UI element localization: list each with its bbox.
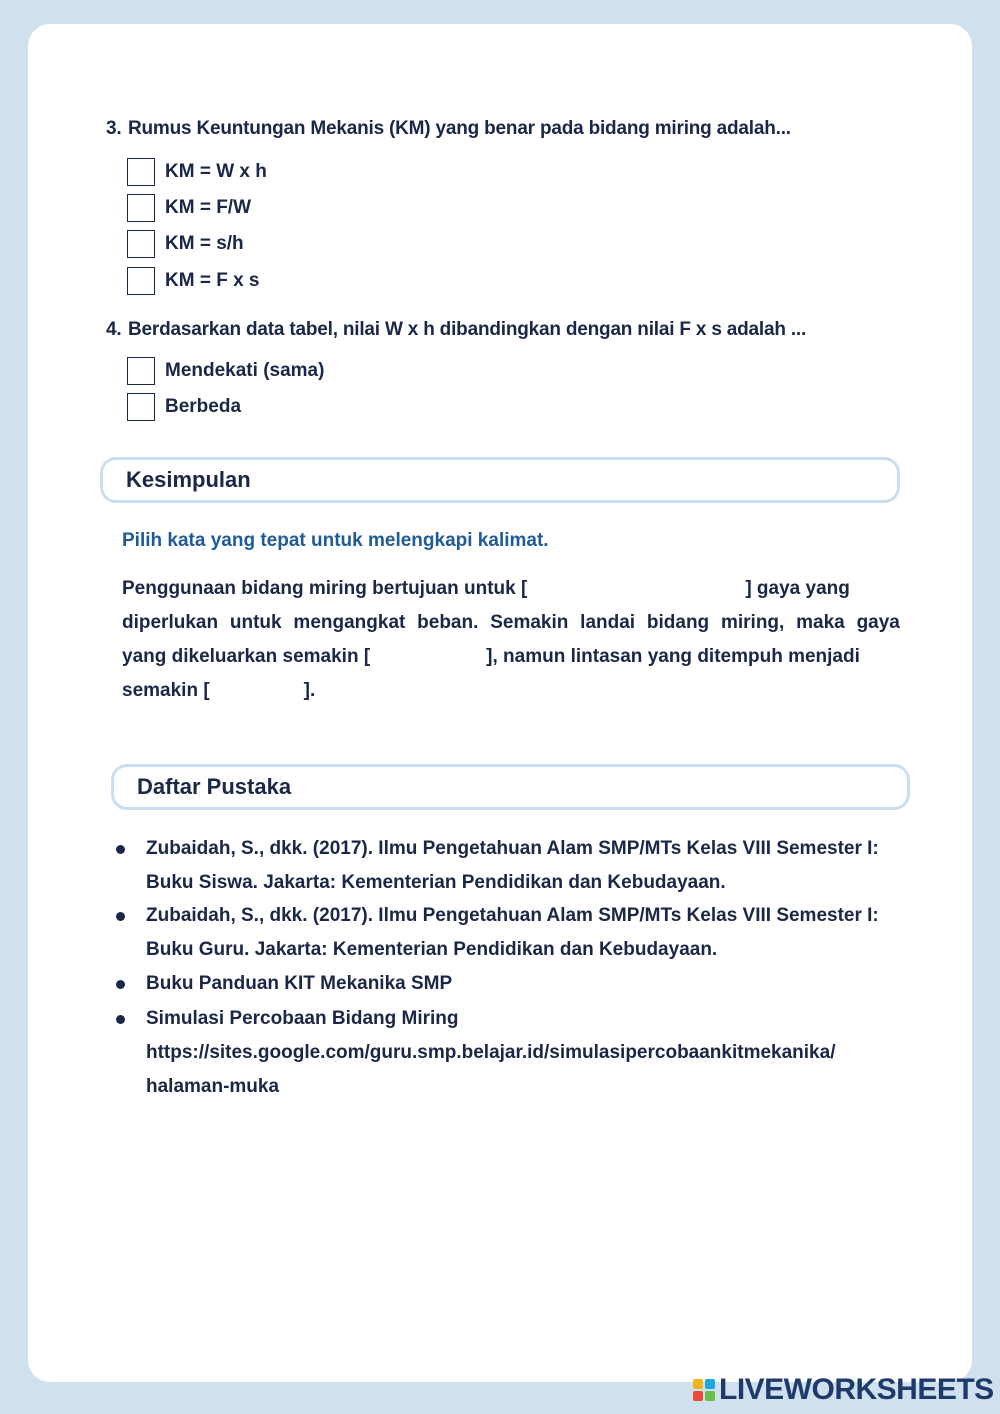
question-4-option-1[interactable] <box>127 356 324 386</box>
kesimpulan-line-4 <box>122 676 900 706</box>
reference-text: Simulasi Percobaan Bidang Miring <box>146 1008 459 1029</box>
word: bidang <box>646 612 710 633</box>
sentence-text: ] gaya yang <box>745 578 850 599</box>
word: mengangkat <box>293 612 406 633</box>
kesimpulan-header <box>100 457 900 503</box>
word: miring, <box>720 612 785 633</box>
question-number: 3. <box>106 118 122 139</box>
option-label: Mendekati (sama) <box>165 360 325 381</box>
sentence-text: yang dikeluarkan semakin [ <box>122 646 371 667</box>
reference-text: Buku Siswa. Jakarta: Kementerian Pendidikan dan Kebudayaan. <box>146 872 726 893</box>
option-label: KM = s/h <box>165 233 244 254</box>
sentence-text: ]. <box>303 680 316 701</box>
checkbox[interactable] <box>127 194 155 222</box>
section-title: Daftar Pustaka <box>137 774 292 799</box>
kesimpulan-line-2 <box>122 608 900 638</box>
bullet-icon <box>116 912 125 921</box>
section-title: Kesimpulan <box>126 467 251 492</box>
reference-text: Zubaidah, S., dkk. (2017). Ilmu Pengetahuan Alam SMP/MTs Kelas VIII Semester I: <box>146 838 879 859</box>
sentence-text: ], namun lintasan yang ditempuh menjadi <box>486 646 860 667</box>
question-3-option-4[interactable] <box>127 266 260 296</box>
answer-blank-2[interactable] <box>370 644 486 670</box>
reference-text: Buku Panduan KIT Mekanika SMP <box>146 973 453 994</box>
question-4 <box>106 319 806 341</box>
reference-link[interactable]: https://sites.google.com/guru.smp.belajar.id/simulasipercobaankitmekanika/ <box>146 1042 836 1063</box>
question-text: Rumus Keuntungan Mekanis (KM) yang benar pada bidang miring adalah... <box>128 118 791 139</box>
question-3-option-3[interactable] <box>127 229 244 259</box>
question-number: 4. <box>106 319 122 340</box>
word: diperlukan <box>122 612 219 633</box>
checkbox[interactable] <box>127 230 155 258</box>
question-text: Berdasarkan data tabel, nilai W x h dibandingkan dengan nilai F x s adalah ... <box>128 319 807 340</box>
logo-cell <box>705 1379 715 1389</box>
logo-cell <box>705 1391 715 1401</box>
word: landai <box>580 612 636 633</box>
bullet-icon <box>116 845 125 854</box>
question-4-option-2[interactable] <box>127 392 241 422</box>
word: maka <box>796 612 845 633</box>
liveworksheets-logo[interactable] <box>693 1374 994 1406</box>
question-3 <box>106 118 791 140</box>
reference-text: Buku Guru. Jakarta: Kementerian Pendidikan dan Kebudayaan. <box>146 939 718 960</box>
word: untuk <box>229 612 282 633</box>
bullet-icon <box>116 1015 125 1024</box>
reference-text: Zubaidah, S., dkk. (2017). Ilmu Pengetahuan Alam SMP/MTs Kelas VIII Semester I: <box>146 905 879 926</box>
option-label: KM = F x s <box>165 270 260 291</box>
logo-cell <box>693 1391 703 1401</box>
checkbox[interactable] <box>127 267 155 295</box>
answer-blank-3[interactable] <box>210 678 304 704</box>
liveworksheets-logo-icon <box>693 1379 715 1401</box>
checkbox[interactable] <box>127 158 155 186</box>
checkbox[interactable] <box>127 393 155 421</box>
logo-text: LIVEWORKSHEETS <box>719 1373 994 1406</box>
answer-blank-1[interactable] <box>527 576 745 602</box>
word: gaya <box>856 612 900 633</box>
option-label: KM = W x h <box>165 161 267 182</box>
reference-link[interactable]: halaman-muka <box>146 1076 280 1097</box>
option-label: KM = F/W <box>165 197 252 218</box>
question-3-option-1[interactable] <box>127 157 267 187</box>
kesimpulan-instruction: Pilih kata yang tepat untuk melengkapi kalimat. <box>122 530 549 551</box>
word: beban. <box>417 612 479 633</box>
daftar-pustaka-header <box>111 764 910 810</box>
question-3-option-2[interactable] <box>127 193 251 223</box>
word: Semakin <box>490 612 569 633</box>
option-label: Berbeda <box>165 396 242 417</box>
kesimpulan-line-1 <box>122 574 900 604</box>
kesimpulan-line-3 <box>122 642 900 672</box>
checkbox[interactable] <box>127 357 155 385</box>
sentence-text: Penggunaan bidang miring bertujuan untuk [ <box>122 578 528 599</box>
bullet-icon <box>116 980 125 989</box>
logo-cell <box>693 1379 703 1389</box>
sentence-text: semakin [ <box>122 680 210 701</box>
